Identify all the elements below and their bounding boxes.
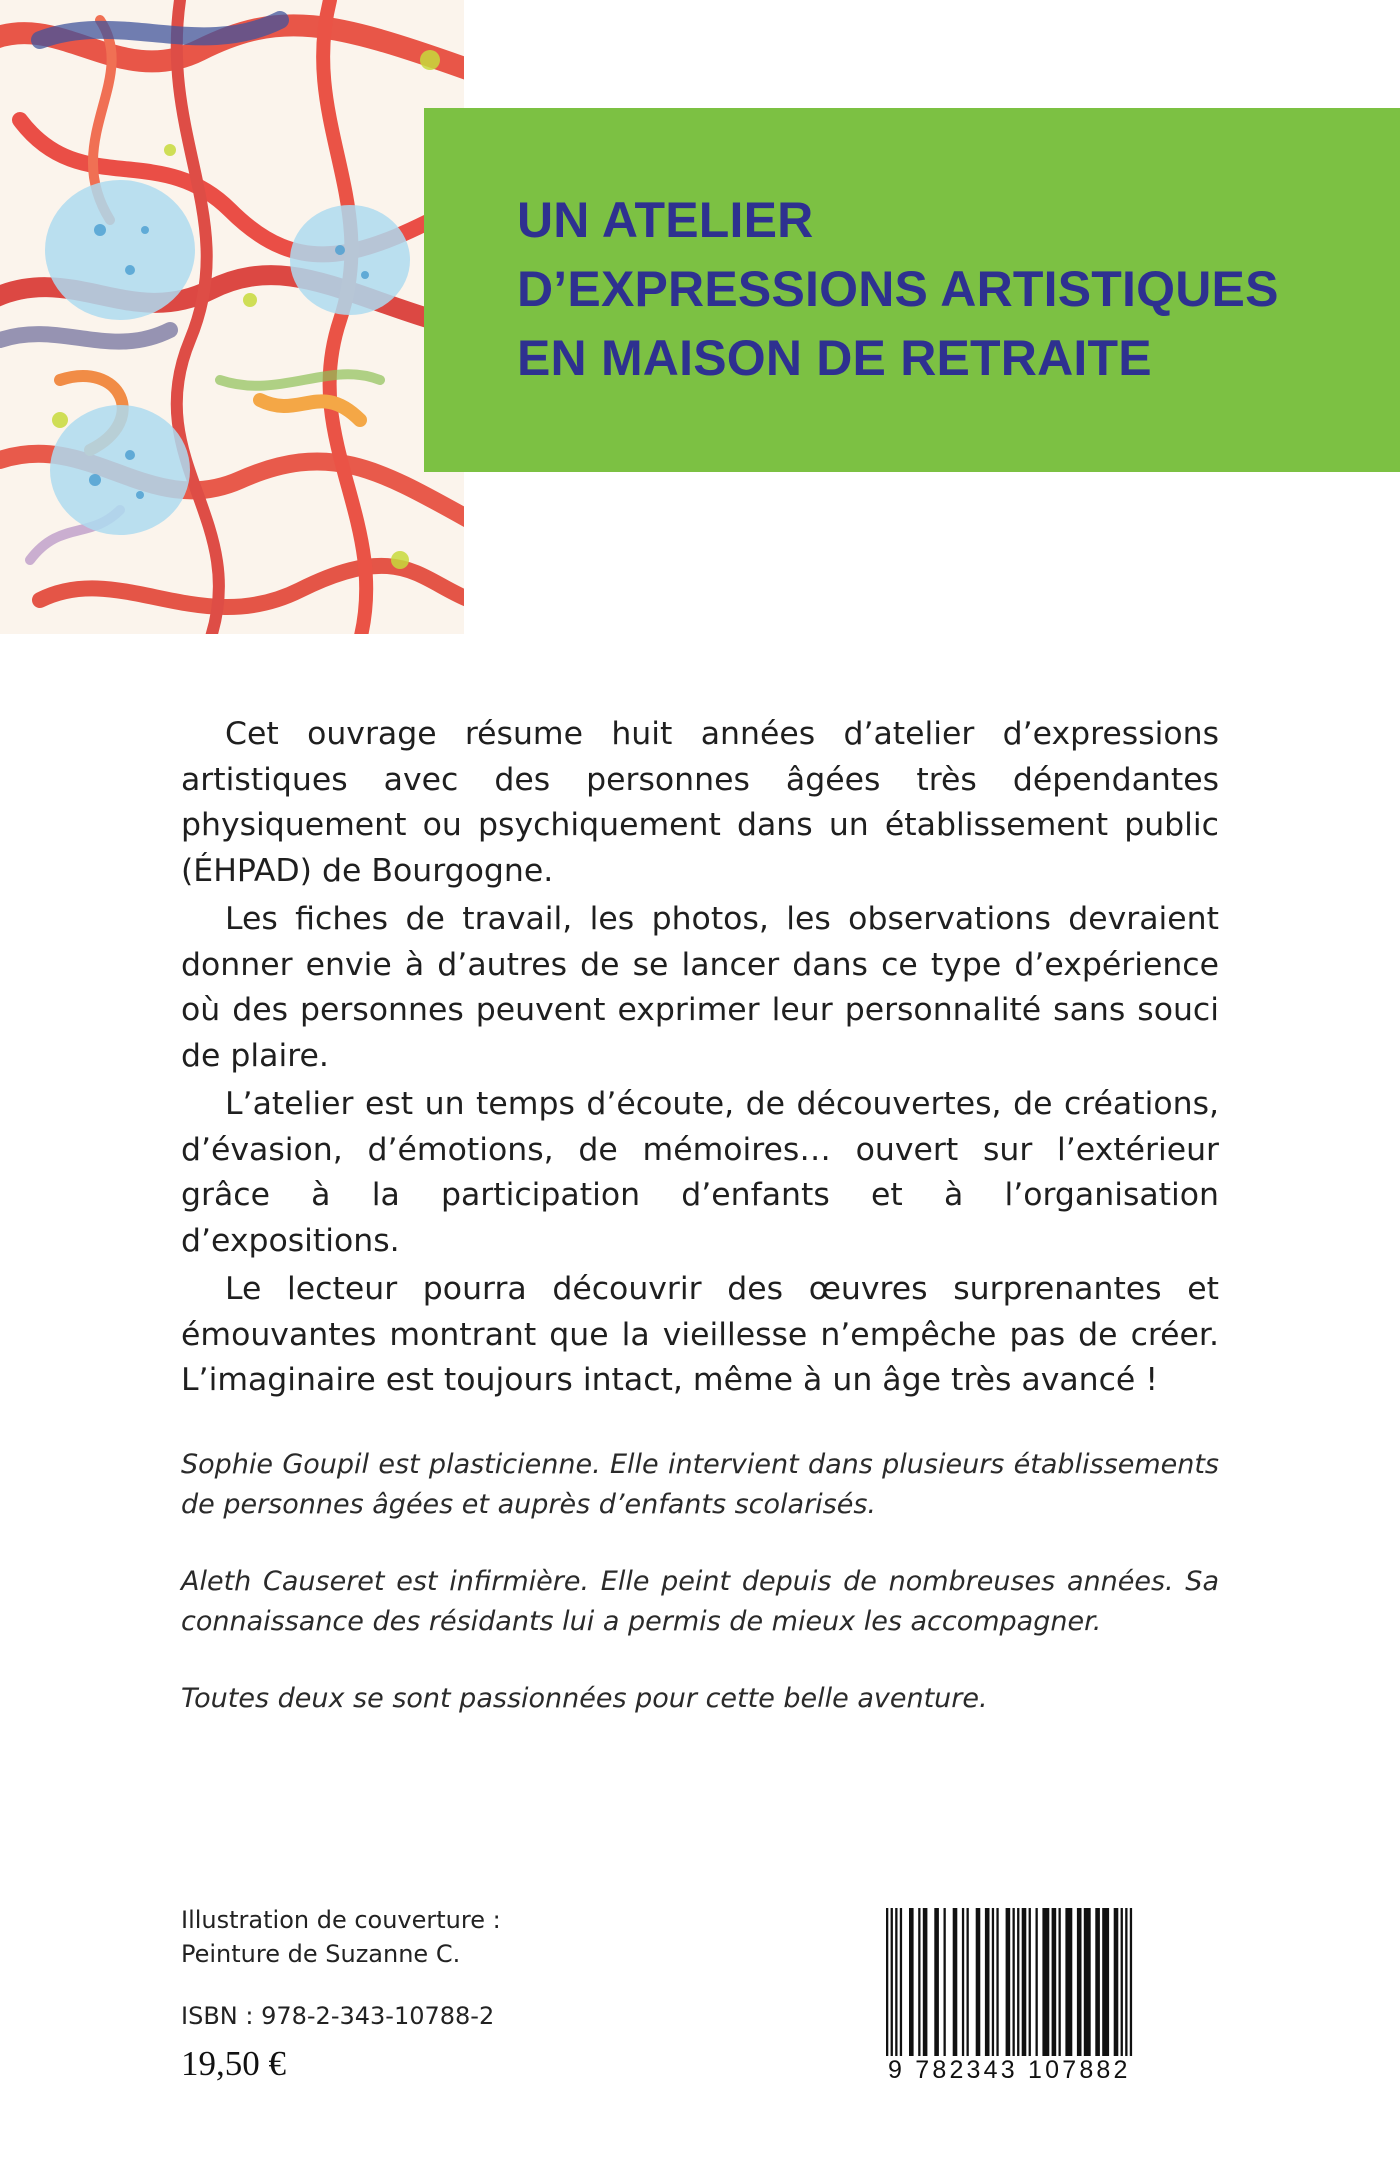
summary-paragraph: Le lecteur pourra découvrir des œuvres surprenantes et émouvantes montrant que la vieillesse n’empêche pas de créer. L’imaginaire est toujours intact, même à un âge très avancé ! [181,1271,1219,1398]
barcode-bar [953,1908,958,2056]
author-bios [181,1445,1219,1719]
barcode-bar [1065,1908,1072,2056]
barcode-bar [891,1908,893,2056]
barcode-bar [1102,1908,1109,2056]
barcode-bar [944,1908,946,2056]
barcode-bar [1013,1908,1015,2056]
author-bio: Sophie Goupil est plasticienne. Elle intervient dans plusieurs établissements de personnes âgées et auprès d’enfants scolarisés. [181,1449,1219,1520]
barcode-bar [923,1908,928,2056]
barcode-bar [1022,1908,1027,2056]
abstract-painting-icon [0,0,464,634]
credits-line: Peinture de Suzanne C. [181,1940,461,1968]
isbn: ISBN : 978-2-343-10788-2 [181,2002,495,2030]
author-bio: Toutes deux se sont passionnées pour cette belle aventure. [181,1683,988,1714]
price: 19,50 € [181,2044,286,2083]
barcode-bar [1029,1908,1031,2056]
barcode-digits: 9 782343 107882 [888,2056,1131,2084]
barcode-bar [1130,1908,1132,2056]
summary-paragraph: L’atelier est un temps d’écoute, de découvertes, de créations, d’évasion, d’émotions, de mémoires… ouvert sur l’extérieur grâce à la participation d’enfants et à l’organisation d’expositions. [181,1086,1219,1259]
barcode-bar [1006,1908,1011,2056]
barcode-bar [900,1908,902,2056]
book-title-line-1: UN ATELIER [517,192,814,248]
book-summary [181,712,1219,1404]
summary-paragraph: Les fiches de travail, les photos, les observations devraient donner envie à d’autres de se lancer dans ce type d’expérience où des personnes peuvent exprimer leur personnalité sans souci de plaire. [181,901,1219,1074]
cover-credits [181,1903,681,1971]
barcode-bar [967,1908,969,2056]
barcode-bar [992,1908,994,2056]
barcode-bar [1114,1908,1119,2056]
book-title-line-2: D’EXPRESSIONS ARTISTIQUES [517,261,1279,317]
barcode-bar [909,1908,914,2056]
barcode-bar [976,1908,981,2056]
credits-line: Illustration de couverture : [181,1906,501,1934]
summary-paragraph: Cet ouvrage résume huit années d’atelier d’expressions artistiques avec des personnes âgées très dépendantes physiquement ou psychiquement dans un établissement public (ÉHPAD) de Bourgogne. [181,716,1219,889]
barcode-bar [1036,1908,1038,2056]
barcode-bar [1052,1908,1057,2056]
barcode-bar [1042,1908,1049,2056]
barcode-bar [1017,1908,1019,2056]
cover-painting [0,0,464,634]
barcode-bar [996,1908,998,2056]
barcode-bar [1125,1908,1127,2056]
barcode-bar [1121,1908,1123,2056]
barcode-bar [985,1908,990,2056]
barcode-bar [1084,1908,1091,2056]
barcode-bar [962,1908,964,2056]
barcode-bar [1095,1908,1100,2056]
barcode-bar [1077,1908,1082,2056]
book-title-line-3: EN MAISON DE RETRAITE [517,330,1152,386]
barcode-bar [895,1908,897,2056]
barcode-bar [886,1908,888,2056]
barcode-bar [1059,1908,1061,2056]
barcode-bar [934,1908,939,2056]
barcode-icon [878,1908,1184,2058]
author-bio: Aleth Causeret est infirmière. Elle peint depuis de nombreuses années. Sa connaissance des résidants lui a permis de mieux les accompagner. [181,1566,1219,1637]
title-band [424,108,1400,472]
barcode-bar [918,1908,920,2056]
